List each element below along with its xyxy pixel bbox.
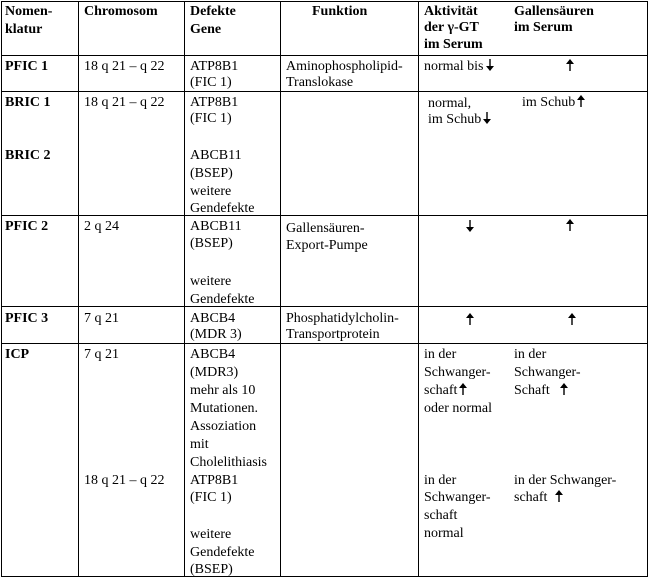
function-gallensaeuren-line1: Gallensäuren- [286,221,365,236]
gene-bric2-line3: weitere [190,184,232,199]
up-arrow-icon [566,59,574,71]
gene-bric1-line1: ATP8B1 [190,95,239,110]
ggt-icp1-text: schaft [424,383,458,398]
column-divider [184,2,185,576]
header-funktion: Funktion [312,4,368,19]
row-name-pfic1: PFIC 1 [5,59,49,74]
gene-pfic2-line3: weitere [190,274,232,289]
up-arrow-icon [566,219,574,231]
ggt-icp1-line3 [424,383,467,399]
header-ggt-line3: im Serum [424,37,483,52]
gene-icp1-line1: ABCB4 [190,347,236,362]
header-nomenklatur-line1: Nomen- [5,4,53,19]
gene-icp2-line1: ATP8B1 [190,473,239,488]
gene-bric2-line2: (BSEP) [190,166,233,181]
gene-pfic2-line2: (BSEP) [190,236,233,251]
header-ggt-line2: der γ-GT [424,20,479,35]
ggt-icp2-line1: in der [424,473,457,488]
down-arrow-icon [483,112,491,124]
ggt-pfic2 [464,220,474,236]
chromosom-icp-1: 7 q 21 [84,347,119,362]
gallen-pfic1 [564,59,574,75]
gene-icp2-line5: (BSEP) [190,562,233,577]
function-phosphatidylcholin-line1: Phosphatidylcholin- [286,311,399,326]
gene-pfic2-line1: ABCB11 [190,219,242,234]
up-arrow-icon [577,95,585,107]
ggt-pfic1 [424,59,494,75]
down-arrow-icon [486,59,494,71]
up-arrow-icon [568,313,576,325]
down-arrow-icon [466,220,474,232]
gene-icp2-line4: Gendefekte [190,545,255,560]
chromosom-bric1: 18 q 21 – q 22 [84,95,165,110]
up-arrow-icon [555,490,563,502]
gene-icp1-line4: Mutationen. [190,401,259,416]
gene-icp1-line7: Cholelithiasis [190,455,267,470]
gene-pfic1-line1: ATP8B1 [190,59,239,74]
gallen-icp2-line2 [514,490,563,506]
gene-icp1-line3: mehr als 10 [190,383,256,398]
row-divider [2,55,647,56]
up-arrow-icon [466,313,474,325]
header-ggt-line1: Aktivität [424,4,478,19]
header-chromosom: Chromosom [84,4,158,19]
gene-bric2-line1: ABCB11 [190,148,242,163]
ggt-icp2-line3: schaft [424,508,458,523]
row-divider [2,343,647,344]
gene-pfic1-line2: (FIC 1) [190,75,232,90]
ggt-bric1-line2 [428,112,491,128]
row-name-pfic3: PFIC 3 [5,311,49,326]
chromosom-pfic1: 18 q 21 – q 22 [84,59,165,74]
header-gene-line2: Gene [190,22,222,37]
ggt-pfic3 [464,313,474,329]
ggt-icp2-line4: normal [424,526,464,541]
gallen-icp1-line1: in der [514,347,547,362]
header-gene-line1: Defekte [190,4,236,19]
column-divider [418,2,419,576]
gallen-pfic2 [564,219,574,235]
function-aminophospholipid-line2: Translokase [286,75,354,90]
ggt-icp1-line2: Schwanger- [424,365,491,380]
ggt-icp2-line2: Schwanger- [424,490,491,505]
gene-pfic3-line2: (MDR 3) [190,327,242,342]
column-divider [280,2,281,576]
ggt-bric1-line1: normal, [428,96,472,111]
ggt-pfic1-text: normal bis [424,59,484,74]
gallen-bric1 [522,95,585,111]
gallen-pfic3 [566,313,576,329]
gallen-icp2-line1: in der Schwanger- [514,473,617,488]
chromosom-pfic2: 2 q 24 [84,219,119,234]
chromosom-pfic3: 7 q 21 [84,311,119,326]
gene-icp2-line2: (FIC 1) [190,490,232,505]
gene-bric2-line4: Gendefekte [190,201,255,216]
gallen-bric1-text: im Schub [522,95,576,110]
row-name-bric2: BRIC 2 [5,148,51,163]
gene-icp2-line3: weitere [190,527,232,542]
gene-icp1-line6: mit [190,437,209,452]
ggt-icp1-line4: oder normal [424,401,493,416]
row-name-icp: ICP [5,347,30,362]
function-phosphatidylcholin-line2: Transportprotein [286,327,380,342]
up-arrow-icon [459,383,467,395]
header-nomenklatur-line2: klatur [5,22,43,37]
row-divider [2,215,647,216]
gallen-icp1-text: Schaft [514,383,550,398]
up-arrow-icon [560,383,568,395]
gene-pfic3-line1: ABCB4 [190,311,236,326]
header-gallen-line2: im Serum [514,20,573,35]
function-aminophospholipid-line1: Aminophospholipid- [286,59,403,74]
gallen-icp1-line2: Schwanger- [514,365,581,380]
row-divider [2,306,647,307]
gallen-icp1-line3 [514,383,568,399]
row-divider [2,91,647,92]
gene-icp1-line2: (MDR3) [190,365,239,380]
function-gallensaeuren-line2: Export-Pumpe [286,238,368,253]
ggt-bric1-text: im Schub [428,112,482,127]
ggt-icp1-line1: in der [424,347,457,362]
gene-pfic2-line4: Gendefekte [190,292,255,307]
row-name-bric1: BRIC 1 [5,95,51,110]
gene-bric1-line2: (FIC 1) [190,111,232,126]
chromosom-icp-2: 18 q 21 – q 22 [84,473,165,488]
header-gallen-line1: Gallensäuren [514,4,594,19]
row-name-pfic2: PFIC 2 [5,219,49,234]
gallen-icp2-text: schaft [514,490,548,505]
gene-icp1-line5: Assoziation [190,419,257,434]
column-divider [78,2,79,576]
